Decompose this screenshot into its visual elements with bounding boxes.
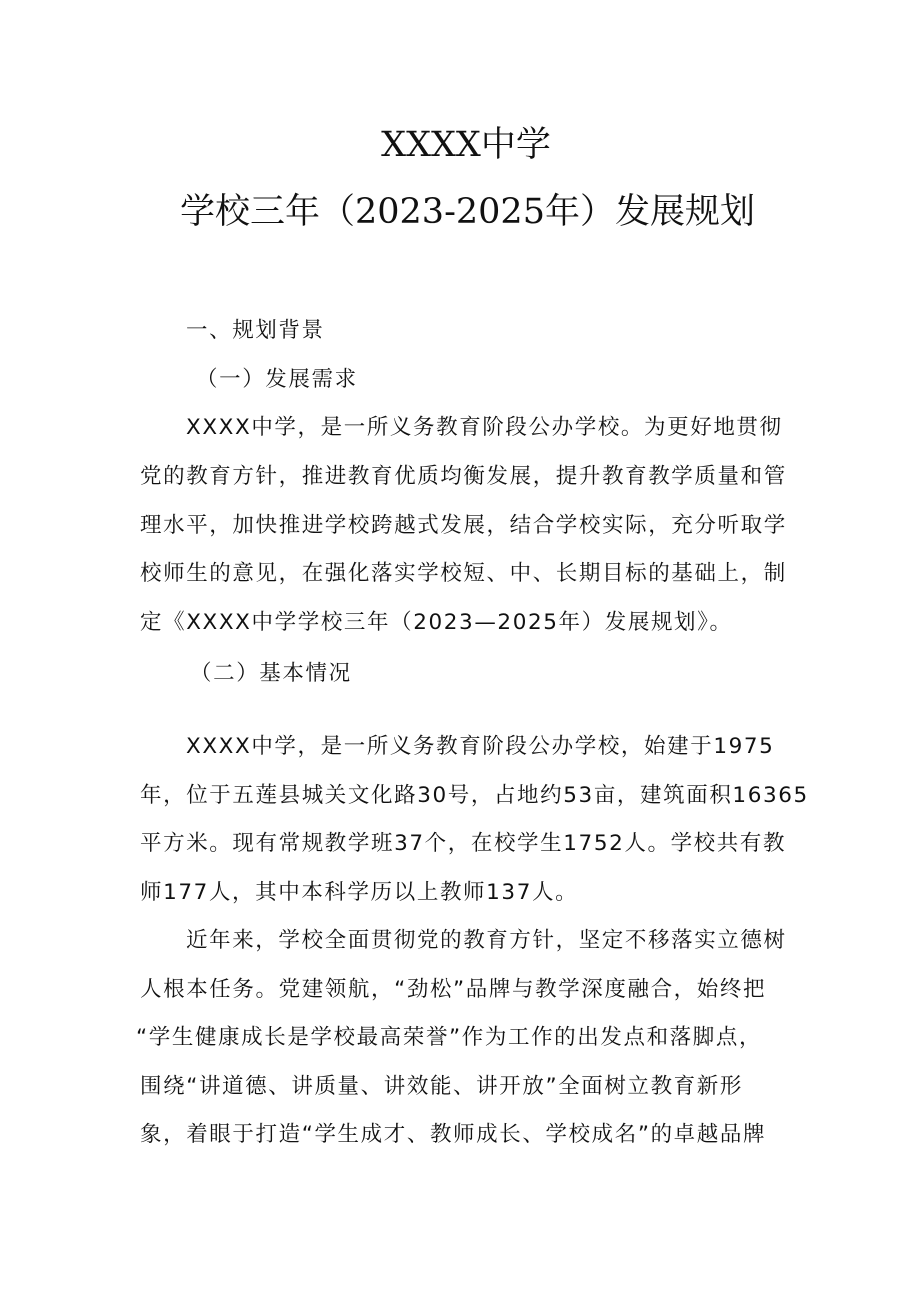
paragraph-line: XXXX中学，是一所义务教育阶段公办学校。为更好地贯彻 xyxy=(186,415,783,440)
paragraph-line: 校师生的意见，在强化落实学校短、中、长期目标的基础上，制 xyxy=(140,561,787,586)
paragraph-line: 人根本任务。党建领航，“劲松”品牌与教学深度融合，始终把 xyxy=(140,977,767,1002)
plan-title: 学校三年（2023-2025年）发展规划 xyxy=(180,192,755,232)
paragraph-line: “学生健康成长是学校最高荣誉”作为工作的出发点和落脚点， xyxy=(136,1025,763,1050)
school-title: XXXX中学 xyxy=(381,125,551,165)
section-heading: 一、规划背景 xyxy=(186,318,325,343)
paragraph-line: 象，着眼于打造“学生成才、教师成长、学校成名”的卓越品牌 xyxy=(140,1122,767,1147)
paragraph-line: 师177人，其中本科学历以上教师137人。 xyxy=(140,880,579,905)
paragraph-line: 年，位于五莲县城关文化路30号，占地约53亩，建筑面积16365 xyxy=(140,783,809,808)
paragraph-line: XXXX中学，是一所义务教育阶段公办学校，始建于1975 xyxy=(186,734,775,759)
paragraph-line: 党的教育方针，推进教育优质均衡发展，提升教育教学质量和管 xyxy=(140,464,787,489)
paragraph-line: 定《XXXX中学学校三年（2023—2025年）发展规划》。 xyxy=(140,610,733,635)
paragraph-line: 围绕“讲道德、讲质量、讲效能、讲开放”全面树立教育新形 xyxy=(140,1074,743,1099)
subsection-heading: （二）基本情况 xyxy=(190,661,352,686)
paragraph-line: 理水平，加快推进学校跨越式发展，结合学校实际，充分听取学 xyxy=(140,513,787,538)
paragraph-line: 平方米。现有常规教学班37个，在校学生1752人。学校共有教 xyxy=(140,831,787,856)
subsection-heading: （一）发展需求 xyxy=(196,367,358,392)
paragraph-line: 近年来，学校全面贯彻党的教育方针，坚定不移落实立德树 xyxy=(186,928,787,953)
